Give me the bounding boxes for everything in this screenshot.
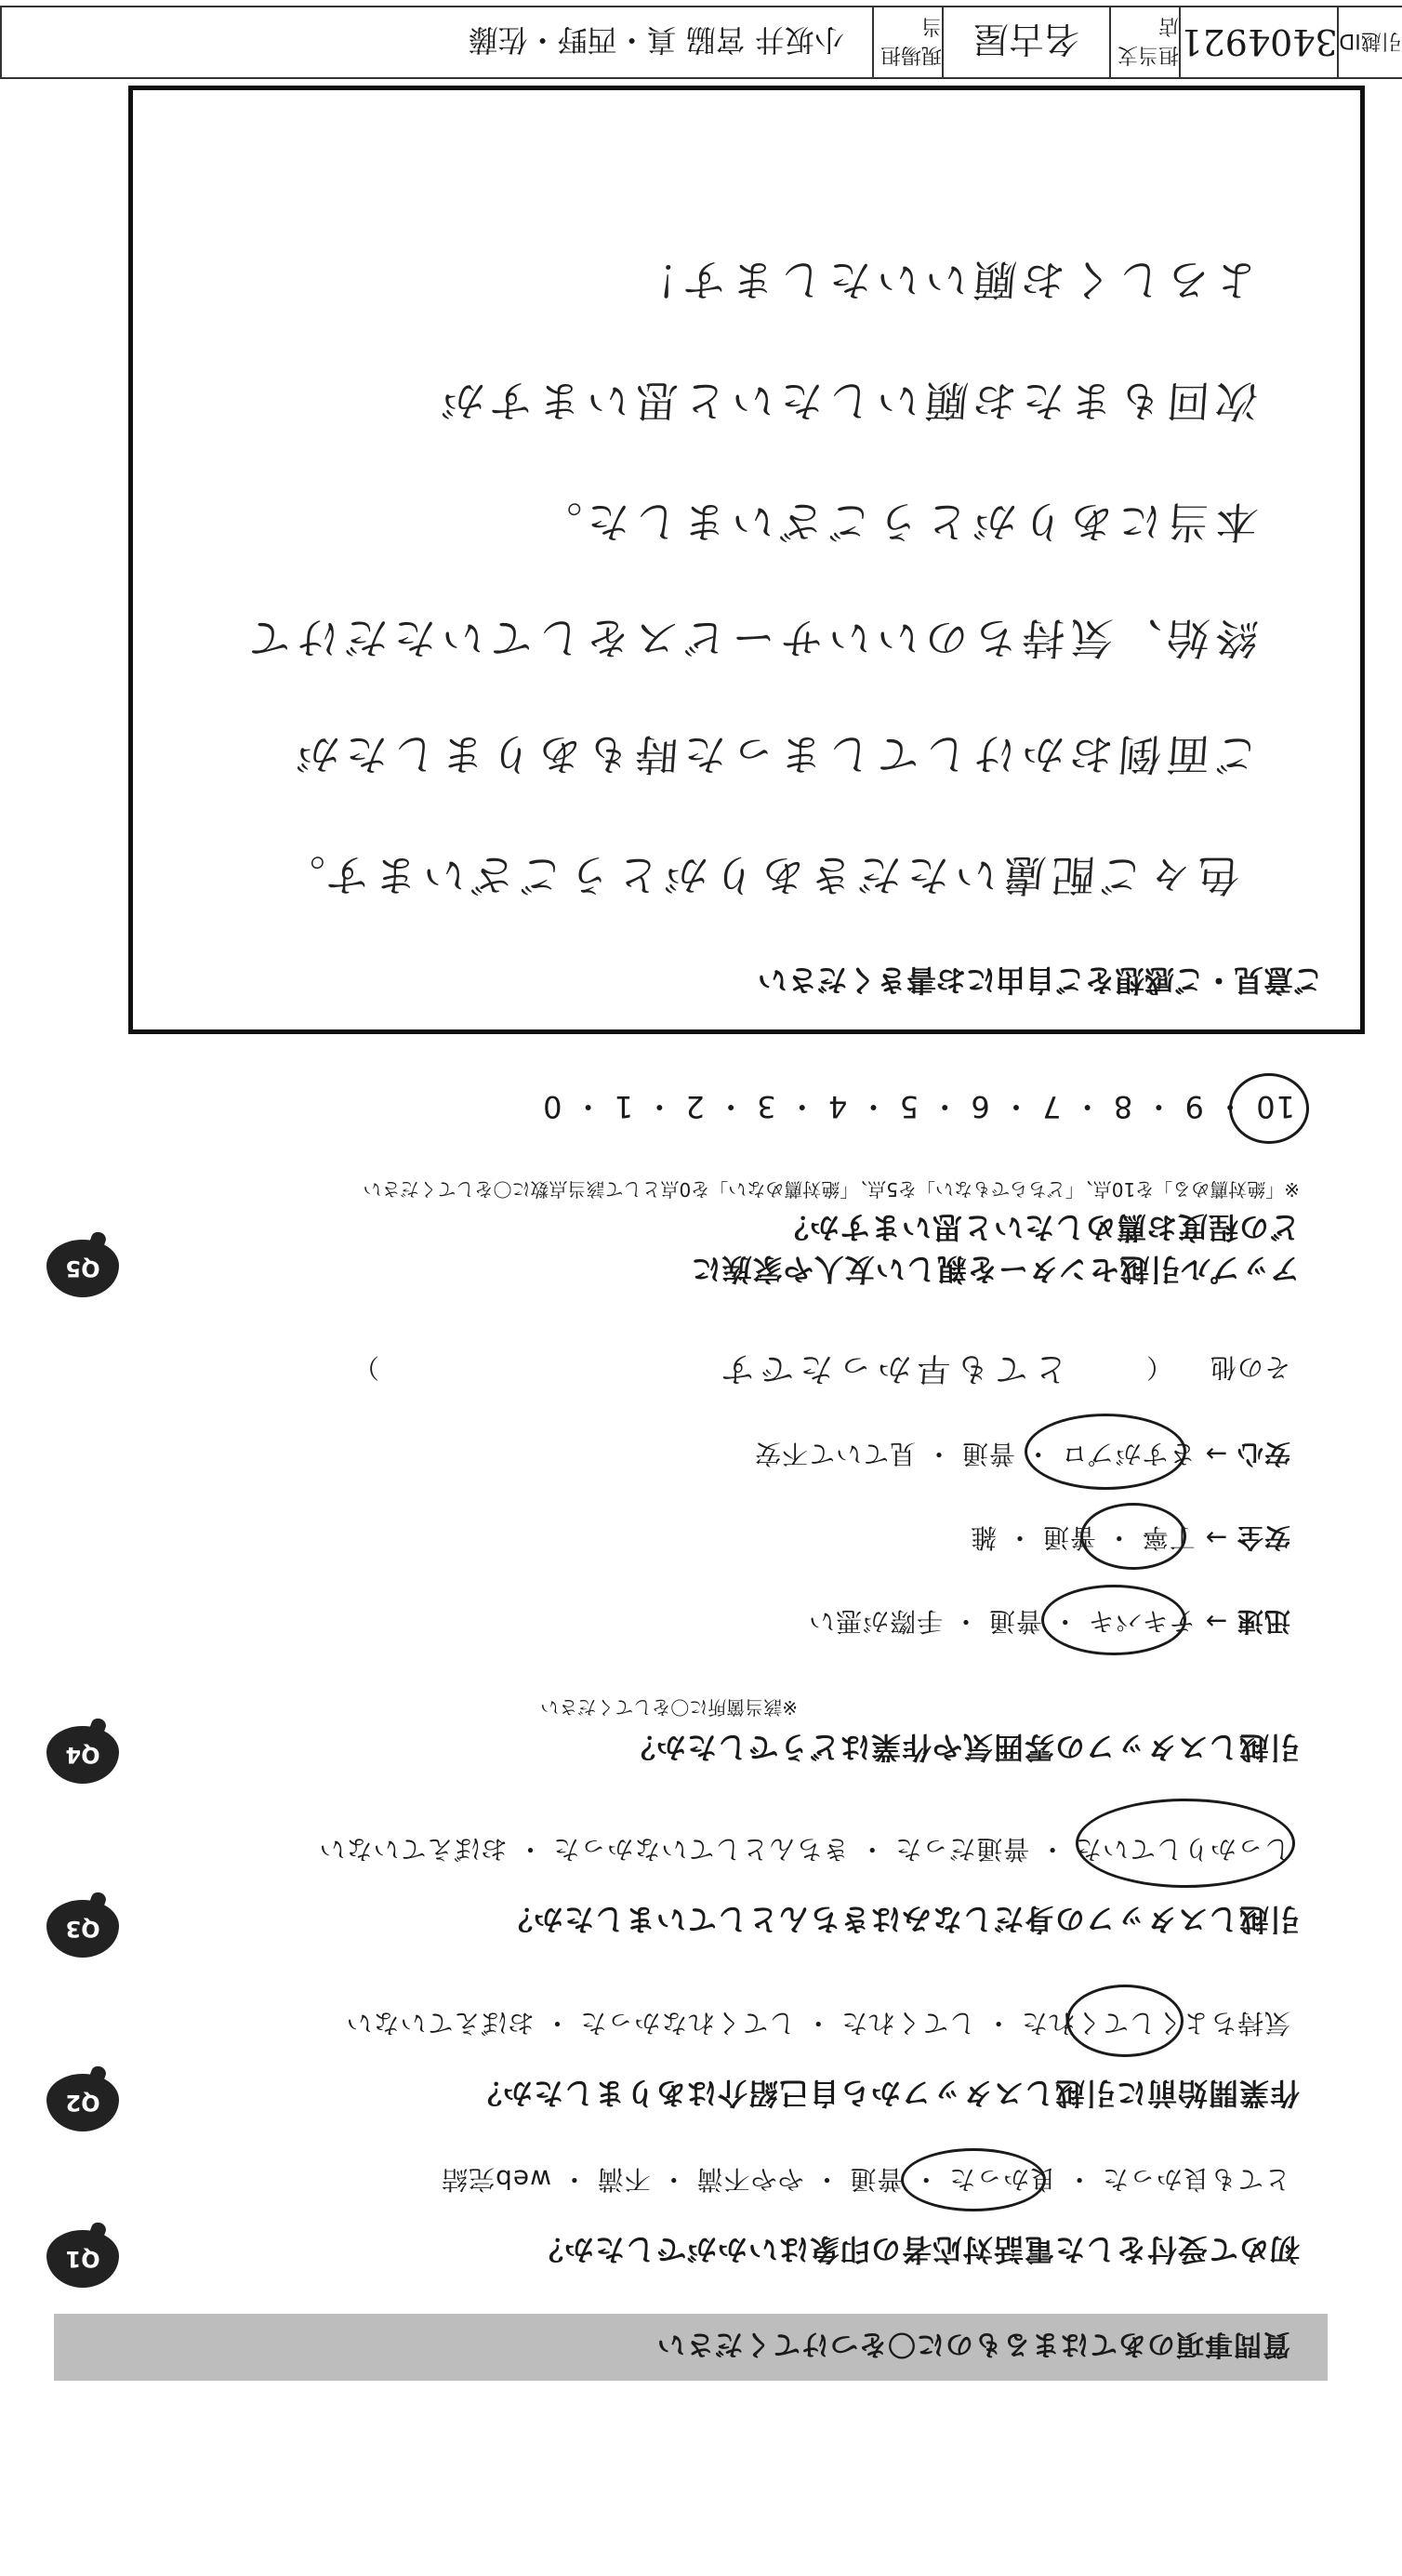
comment-line-2: ご面倒おかけしてしまった時もありましたが: [289, 729, 1261, 779]
q5-badge: Q5: [46, 1240, 119, 1297]
q5-score-10: 10: [1255, 1089, 1295, 1124]
arrow-icon: →: [1195, 1522, 1228, 1553]
q5-score-4: 4: [827, 1089, 848, 1124]
id-label: 引越ID: [1337, 7, 1402, 77]
q5-score-3: 3: [756, 1089, 776, 1124]
q2-selection-circle: [1066, 1985, 1184, 2057]
q3-selection-circle: [1076, 1799, 1295, 1888]
q4-row-safety-options: 丁寧 ・ 普通 ・ 雑: [970, 1522, 1196, 1553]
q4-reassurance-selection-circle: [1025, 1414, 1186, 1490]
q5-question-line2: どの程度お薦めしたいと思いますか？: [777, 1210, 1300, 1245]
q2-options: 気持ちよくしてくれた ・ してくれた ・ してくれなかった ・ おぼえていない: [345, 2008, 1290, 2038]
q2-badge: Q2: [46, 2074, 119, 2131]
comments-box: [128, 86, 1365, 1034]
q4-note: ※該当箇所に〇をしてください: [540, 1696, 798, 1719]
q3-question: 引越しスタッフの身だしなみはきちんとしていましたか？: [501, 1902, 1300, 1937]
branch-label: 担当支店: [1109, 7, 1179, 77]
leader-value: 小坂井 宮脇 真・西野・佐藤: [0, 7, 872, 77]
q4-badge: Q4: [46, 1726, 119, 1784]
q5-selection-circle: [1229, 1073, 1309, 1144]
q5-score-7: 7: [1041, 1089, 1062, 1124]
q4-safety-selection-circle: [1080, 1503, 1186, 1570]
comments-title: ご意見・ご感想をご自由にお書きください: [757, 963, 1323, 998]
q4-row-reassurance-options: さすがプロ ・ 普通 ・ 見ていて不安: [754, 1439, 1196, 1469]
q1-question: 初めて受付をした電話対応者の印象はいかがでしたか？: [532, 2232, 1300, 2267]
branch-value: 名古屋: [942, 7, 1109, 77]
q5-scale: 10 ・ 9 ・ 8 ・ 7 ・ 6 ・ 5 ・ 4 ・ 3 ・ 2 ・ 1 ・ 0: [542, 1089, 1295, 1124]
q5-score-8: 8: [1112, 1089, 1133, 1124]
q3-options: しっかりしていた ・ 普通だった ・ きちんとしていなかった ・ おぼえていない: [318, 1834, 1290, 1865]
q4-question: 引越しスタッフの雰囲気や作業はどうでしたか？: [624, 1730, 1300, 1765]
q2-question: 作業開始前に引越しスタッフから自己紹介はありましたか？: [470, 2076, 1300, 2111]
q5-note: ※「絶対薦める」を10点、「どちらでもない」を5点、「絶対薦めない」を0点として該当点数に〇をしてください: [363, 1178, 1300, 1201]
q1-options: とても良かった ・ 良かった ・ 普通 ・ やや不満 ・ 不満 ・ web完結: [441, 2164, 1290, 2195]
q4-other-label: その他: [1209, 1352, 1290, 1383]
comment-line-5: 次回もまたお願いしたいと思いますが: [434, 376, 1261, 426]
instruction-banner: 質問事項のあてはまるものに〇をつけてください: [54, 2314, 1328, 2381]
q5-score-1: 1: [613, 1089, 634, 1124]
comment-line-4: 本当にありがとうございました。: [531, 497, 1261, 547]
q1-badge: Q1: [46, 2230, 119, 2288]
q4-row-reassurance: [754, 1437, 1290, 1474]
arrow-icon: →: [1195, 1439, 1228, 1469]
q5-score-5: 5: [898, 1089, 919, 1124]
id-value: 3404921: [1179, 7, 1337, 77]
q1-selection-circle: [901, 2148, 1046, 2211]
q4-row-speed-label: 迅速: [1236, 1606, 1290, 1637]
comment-line-6: よろしくお願いいたします！: [628, 255, 1261, 305]
q5-score-2: 2: [684, 1089, 705, 1124]
q4-speed-selection-circle: [1041, 1585, 1186, 1655]
id-table: [0, 6, 1402, 79]
q5-question-line1: アップル引越センターを親しい友人や家族に: [690, 1252, 1300, 1287]
q4-other-close-paren: ）: [351, 1352, 379, 1383]
q5-score-9: 9: [1184, 1089, 1204, 1124]
arrow-icon: →: [1195, 1606, 1228, 1637]
leader-label: 現場担当: [872, 7, 942, 77]
q4-row-safety-label: 安全: [1236, 1522, 1290, 1553]
q4-other-handwriting: とても早かったです: [714, 1349, 1069, 1388]
q4-row-reassurance-label: 安心: [1236, 1439, 1290, 1469]
q5-score-6: 6: [970, 1089, 990, 1124]
comment-line-3: 終始、気持ちのいいサービスをしていただけて: [241, 613, 1261, 663]
q4-row-speed-options: テキパキ ・ 普通 ・ 手際が悪い: [808, 1606, 1196, 1637]
q4-other-row: その他 （: [1145, 1352, 1290, 1383]
q3-badge: Q3: [46, 1900, 119, 1958]
comment-line-1: 色々ご配慮いただきありがとうございます。: [273, 850, 1242, 900]
q5-score-0: 0: [542, 1089, 562, 1124]
